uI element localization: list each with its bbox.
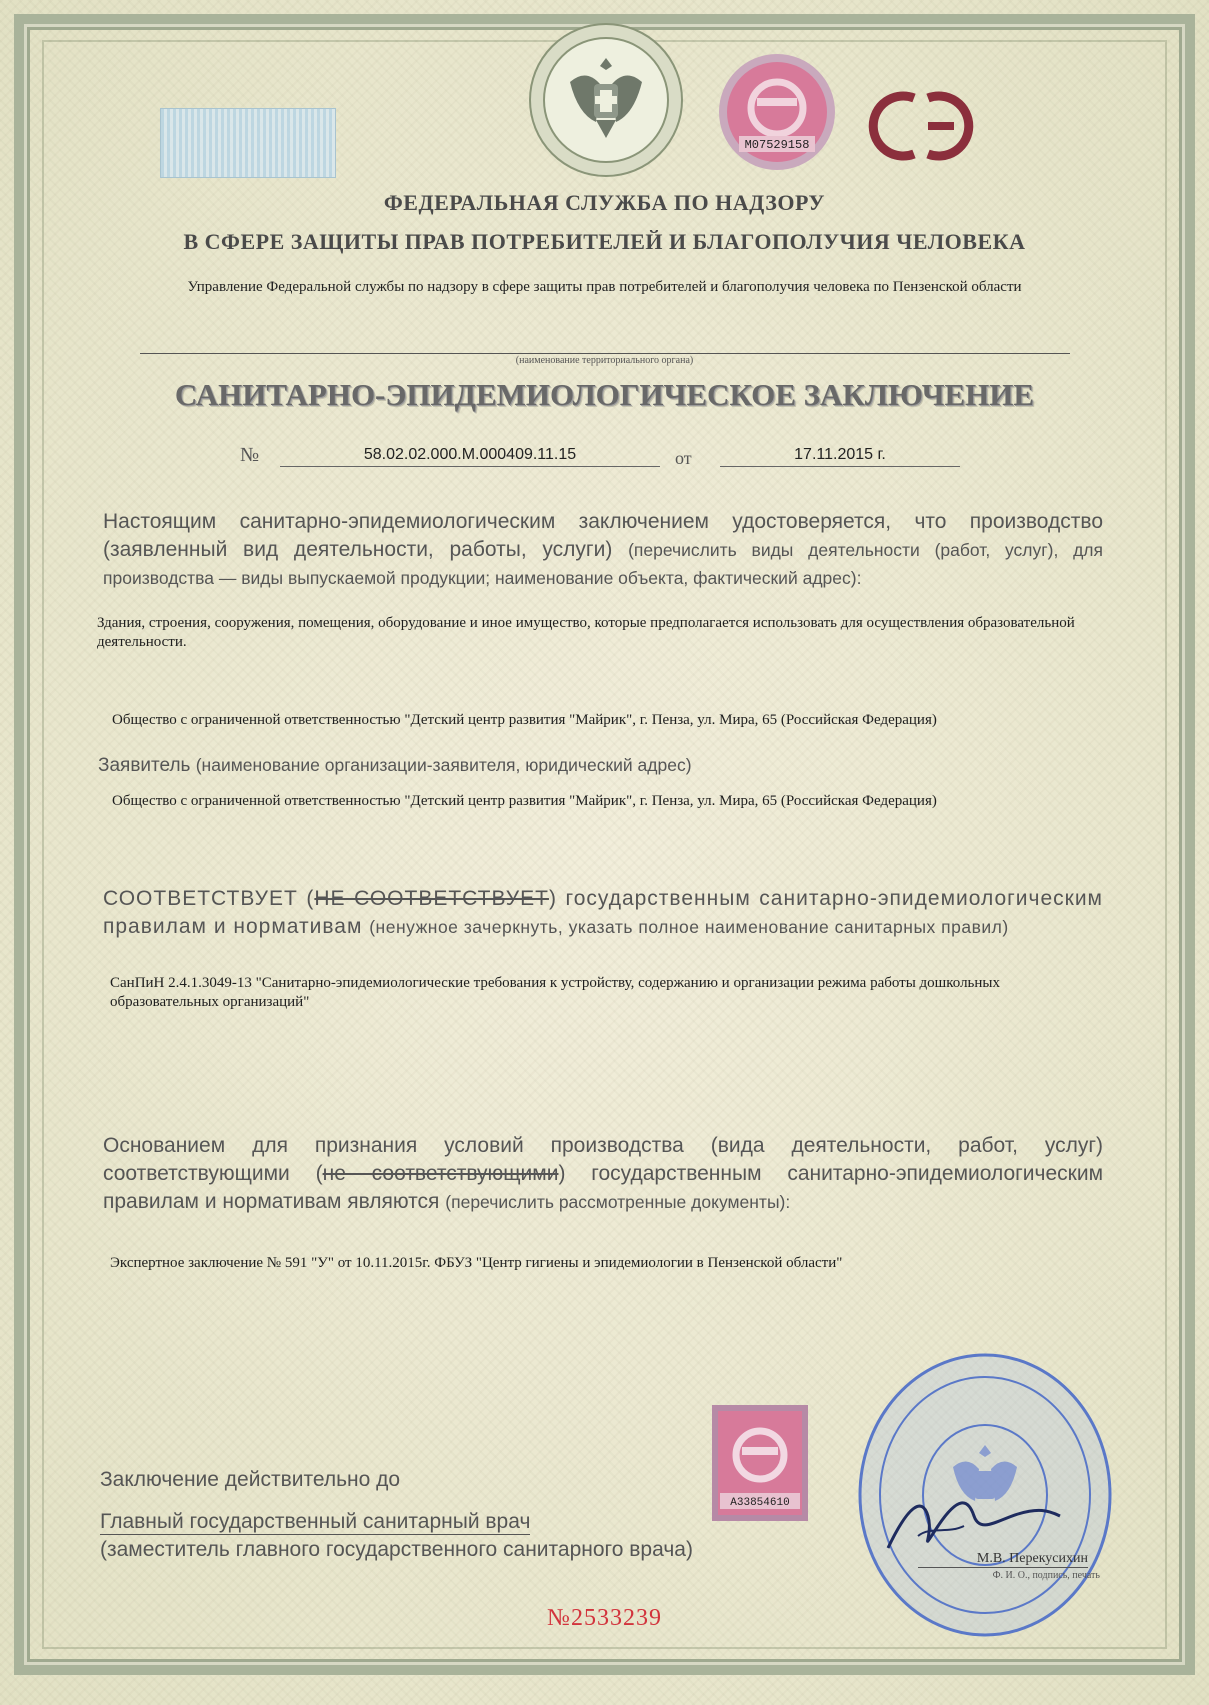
- document-title: САНИТАРНО-ЭПИДЕМИОЛОГИЧЕСКОЕ ЗАКЛЮЧЕНИЕ: [174, 377, 1035, 412]
- sanitary-rules-text: СанПиН 2.4.1.3049-13 "Санитарно-эпидемиологические требования к устройству, содержанию и организации режима работы дошкольных образовательных организаций": [110, 975, 1000, 1010]
- date-prefix: от: [675, 448, 692, 468]
- compliance-hint: (ненужное зачеркнуть, указать полное наименование санитарных правил): [369, 917, 1009, 937]
- applicant-label-row: [98, 755, 998, 777]
- crest-emblem-icon: [526, 20, 686, 180]
- signer-name: М.В. Перекусихин: [918, 1551, 1088, 1568]
- activity-hint: (перечислить виды деятельности (работ, услуг), для производства — виды выпускаемой продукции; наименование объекта, фактический адрес):: [103, 540, 1103, 588]
- applicant-text: Общество с ограниченной ответственностью "Детский центр развития "Майрик", г. Пенза, ул. Мира, 65 (Российская Федерация): [112, 793, 937, 809]
- basis-paragraph: Основанием для признания условий производства (вида деятельности, работ, услуг) соответствующими (не соответствующими) государственным санитарно-эпидемиологическим правилам и нормативам являются (перечислить рассмотренные документы):: [103, 1134, 1104, 1213]
- activity-lead: Настоящим санитарно-эпидемиологическим заключением удостоверяется, что производство (заявленный вид деятельности, работы, услуги): [103, 510, 1103, 561]
- applicant-label: Заявитель: [98, 755, 191, 776]
- signature-caption: Ф. И. О., подпись, печать: [992, 1570, 1100, 1581]
- chief-doctor-label: Главный государственный санитарный врач: [100, 1510, 531, 1533]
- deputy-label: (заместитель главного государственного санитарного врача): [100, 1538, 693, 1561]
- document-date: 17.11.2015 г.: [720, 446, 960, 467]
- basis-text: Экспертное заключение № 591 "У" от 10.11.2015г. ФБУЗ "Центр гигиены и эпидемиологии в Пензенской области": [110, 1255, 843, 1271]
- basis-hint: (перечислить рассмотренные документы):: [445, 1192, 791, 1212]
- complies-word: СООТВЕТСТВУЕТ: [103, 887, 298, 910]
- agency-title-line2: В СФЕРЕ ЗАЩИТЫ ПРАВ ПОТРЕБИТЕЛЕЙ И БЛАГОПОЛУЧИЯ ЧЕЛОВЕКА: [183, 229, 1026, 254]
- activity-text: Здания, строения, сооружения, помещения, оборудование и иное имущество, которые предполагается использовать для осуществления образовательной деятельности.: [97, 615, 1075, 650]
- hologram-sticker-icon: [712, 1405, 808, 1521]
- number-sign: №: [240, 444, 260, 466]
- applicant-hint: (наименование организации-заявителя, юридический адрес): [195, 755, 692, 775]
- activity-lead-paragraph: [103, 508, 1103, 592]
- hologram-seal-icon: [717, 52, 837, 172]
- agency-title-line1: ФЕДЕРАЛЬНАЯ СЛУЖБА ПО НАДЗОРУ: [383, 190, 826, 215]
- not-complies-struck: НЕ СООТВЕТСТВУЕТ: [314, 887, 549, 910]
- document-number: 58.02.02.000.М.000409.11.15: [280, 446, 660, 467]
- hologram-strip: [160, 108, 336, 178]
- basis-lead: Основанием для признания условий производства (вида деятельности, работ, услуг) соответствующими: [103, 1134, 1103, 1185]
- underline-territorial: [140, 353, 1070, 354]
- compliance-rest: государственным санитарно-эпидемиологическим правилам и нормативам: [103, 887, 1103, 938]
- territorial-caption: (наименование территориального органа): [515, 355, 694, 366]
- basis-struck: не соответствующими: [322, 1162, 559, 1185]
- serial-number: №2533239: [547, 1605, 662, 1631]
- svg-text:А33854610: А33854610: [730, 1497, 790, 1509]
- number-date-row: [240, 444, 970, 474]
- se-mark-icon: [866, 86, 976, 166]
- basis-rest: государственным санитарно-эпидемиологическим правилам и нормативам являются: [103, 1162, 1104, 1213]
- territorial-body: Управление Федеральной службы по надзору в сфере защиты прав потребителей и благополучия человека по Пензенской области: [187, 279, 1022, 295]
- object-text: Общество с ограниченной ответственностью "Детский центр развития "Майрик", г. Пенза, ул. Мира, 65 (Российская Федерация): [112, 712, 937, 728]
- valid-until-label: Заключение действительно до: [100, 1468, 401, 1491]
- svg-text:М07529158: М07529158: [744, 138, 810, 152]
- compliance-paragraph: СООТВЕТСТВУЕТ (НЕ СООТВЕТСТВУЕТ) государственным санитарно-эпидемиологическим правилам и нормативам (ненужное зачеркнуть, указать полное наименование санитарных правил): [103, 887, 1103, 938]
